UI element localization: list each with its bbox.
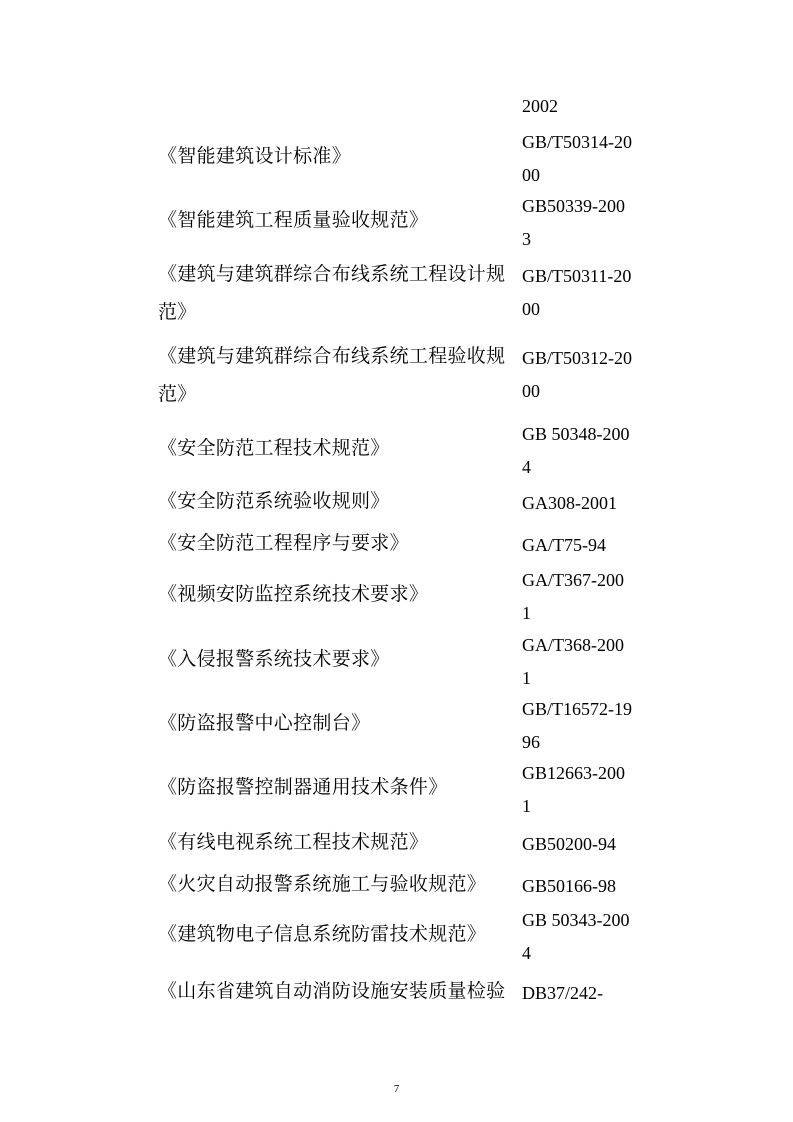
standard-title: 《视频安防监控系统技术要求》 <box>158 584 429 605</box>
page-number: 7 <box>393 1083 400 1095</box>
standard-title: 《防盗报警控制器通用技术条件》 <box>158 777 448 798</box>
standard-title: 《入侵报警系统技术要求》 <box>158 649 390 670</box>
standard-code: GB 50348-2004 <box>522 424 630 477</box>
standard-code: DB37/242- <box>522 983 603 1003</box>
standard-title: 《建筑与建筑群综合布线系统工程设计规范》 <box>158 264 506 323</box>
standard-code: GA/T75-94 <box>522 535 606 555</box>
standard-code: GB50200-94 <box>522 834 616 854</box>
continued-standard-code: 2002 <box>522 96 558 116</box>
standard-code: GB 50343-2004 <box>522 910 630 963</box>
standard-title: 《建筑物电子信息系统防雷技术规范》 <box>158 924 487 945</box>
standard-title: 《防盗报警中心控制台》 <box>158 713 371 734</box>
standard-title: 《安全防范工程技术规范》 <box>158 438 390 459</box>
standard-title: 《安全防范系统验收规则》 <box>158 491 390 512</box>
standard-title: 《火灾自动报警系统施工与验收规范》 <box>158 874 487 895</box>
standard-title: 《建筑与建筑群综合布线系统工程验收规范》 <box>158 346 506 405</box>
standard-code: GB12663-2001 <box>522 763 625 816</box>
standard-code: GB50339-2003 <box>522 196 625 249</box>
standard-code: GA/T368-2001 <box>522 635 624 688</box>
standard-title: 《安全防范工程程序与要求》 <box>158 533 409 554</box>
standard-code: GB/T50314-2000 <box>522 132 632 185</box>
standard-title: 《智能建筑工程质量验收规范》 <box>158 210 429 231</box>
standard-code: GA/T367-2001 <box>522 570 624 623</box>
standard-title: 《山东省建筑自动消防设施安装质量检验 <box>158 981 506 1002</box>
standard-code: GA308-2001 <box>522 493 617 513</box>
standard-code: GB/T50312-2000 <box>522 348 632 401</box>
standard-title: 《智能建筑设计标准》 <box>158 146 352 167</box>
standard-title: 《有线电视系统工程技术规范》 <box>158 832 429 853</box>
standard-code: GB50166-98 <box>522 876 616 896</box>
standard-code: GB/T50311-2000 <box>522 266 632 319</box>
standard-code: GB/T16572-1996 <box>522 699 632 752</box>
